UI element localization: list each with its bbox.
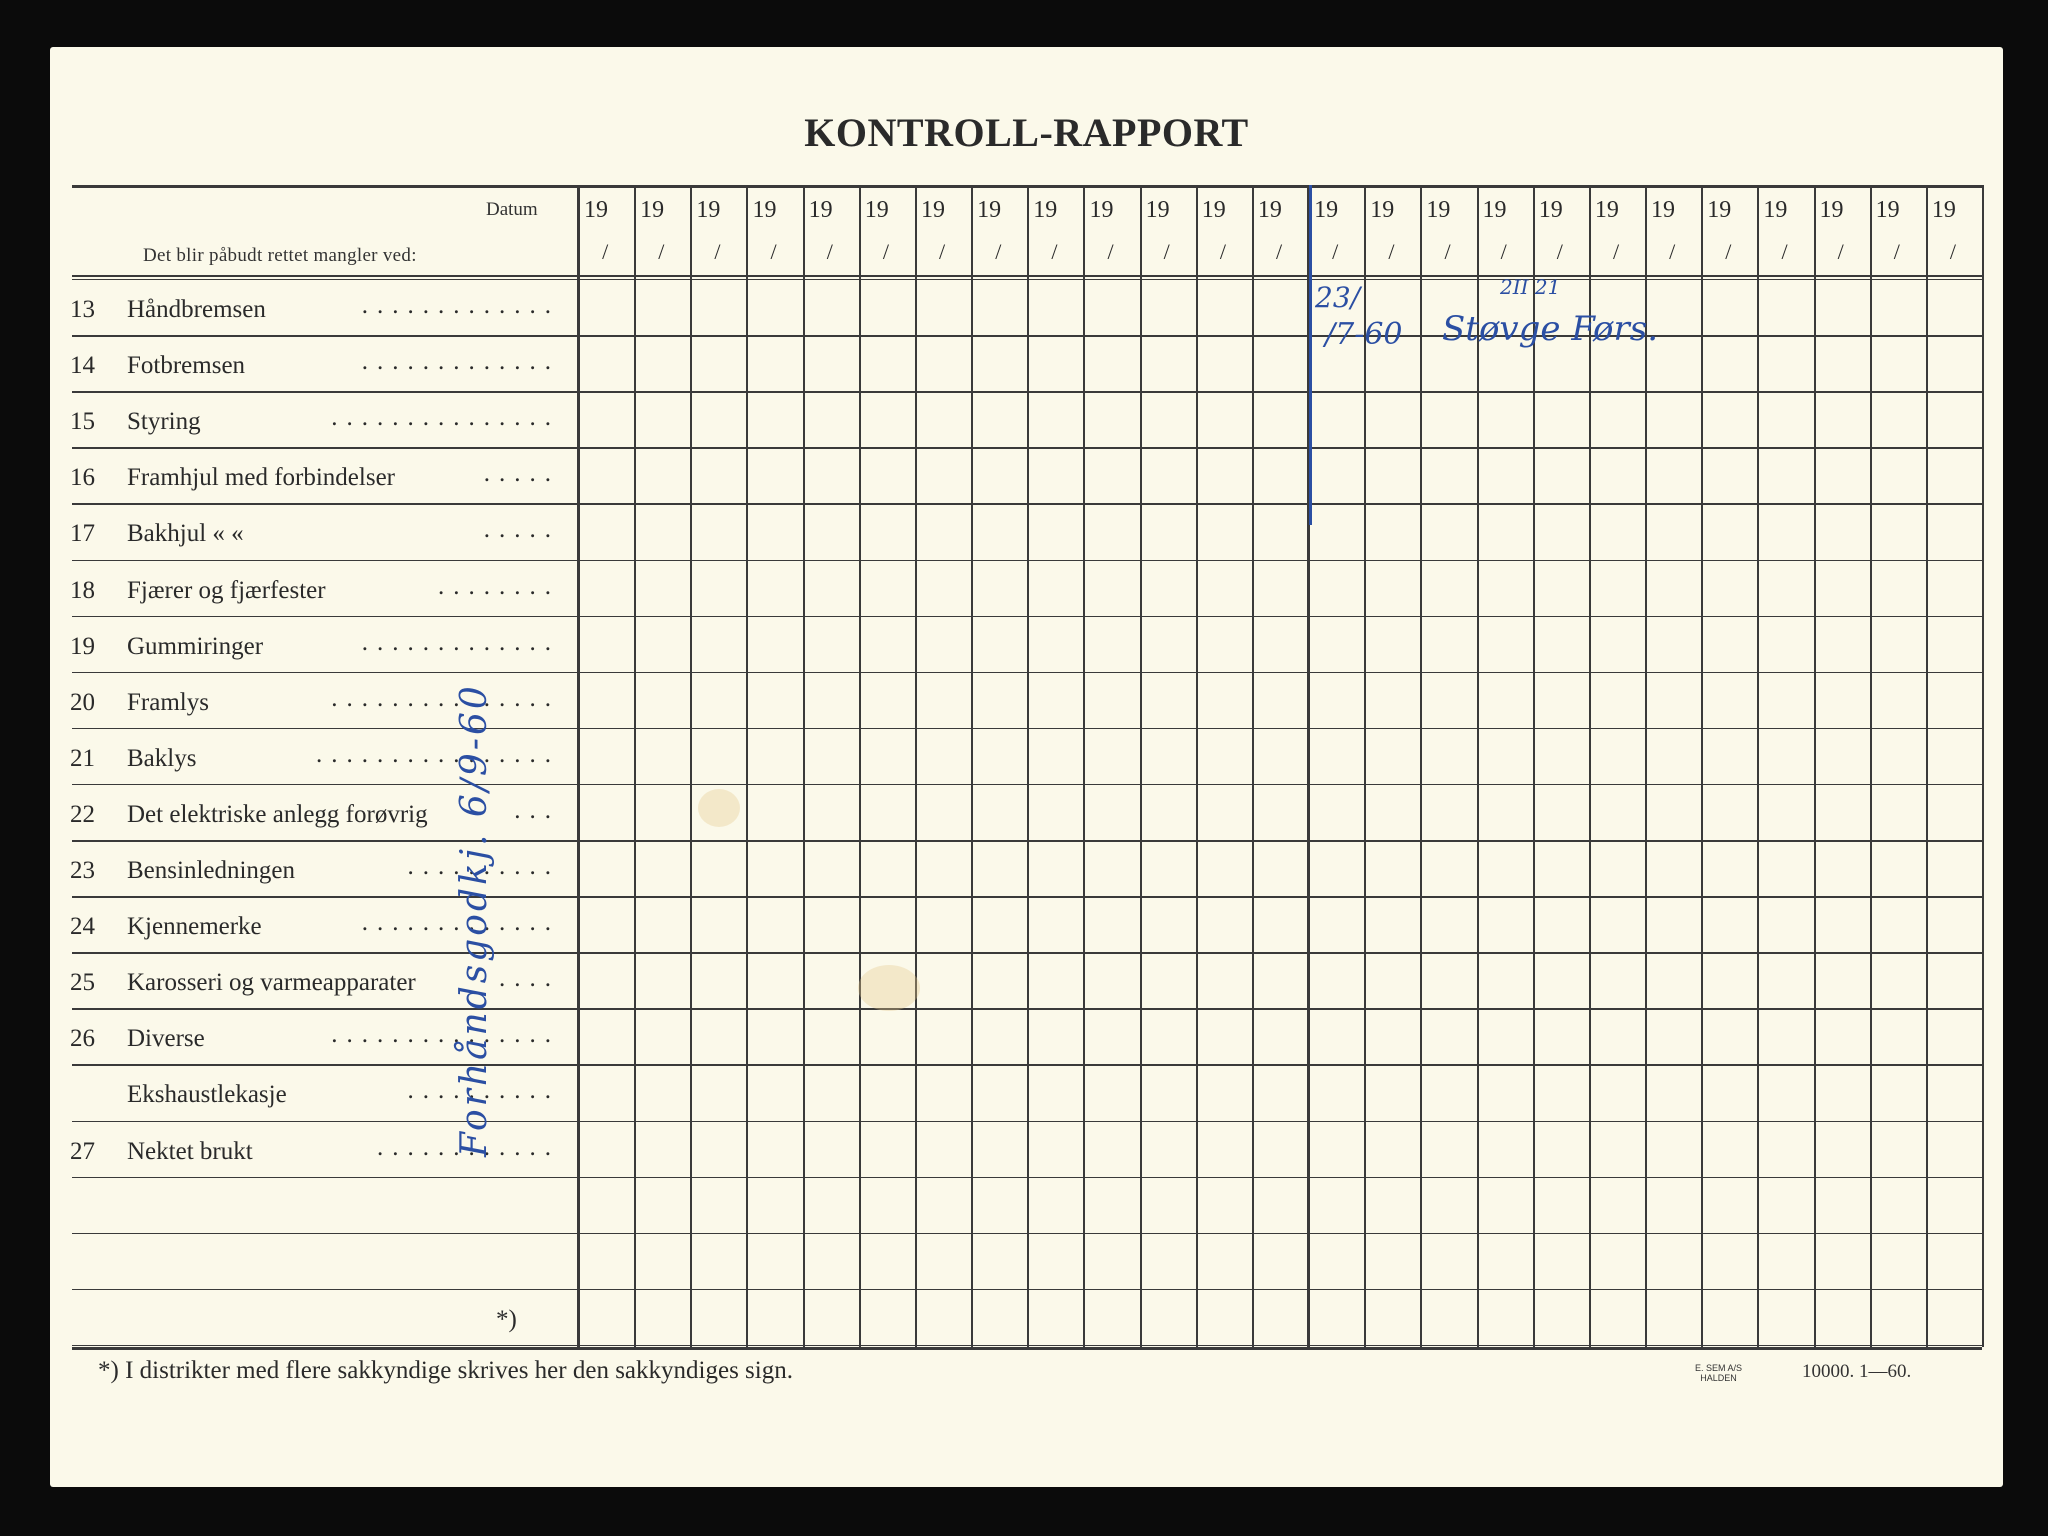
- row-label: Håndbremsen: [127, 296, 266, 323]
- column-year: 19: [864, 197, 889, 223]
- column-rule: [803, 185, 805, 1347]
- leader-dots: ...: [514, 796, 560, 824]
- column-slash: /: [1388, 239, 1395, 264]
- column-year: 19: [584, 197, 608, 223]
- column-rule: [746, 185, 748, 1347]
- leader-dots: ............: [377, 1133, 560, 1161]
- column-year: 19: [808, 197, 833, 223]
- paper-stain: [858, 965, 920, 1011]
- leader-dots: .............: [361, 909, 560, 937]
- row-number: 16: [70, 464, 95, 492]
- column-rule: [1757, 185, 1759, 1347]
- leader-dots: .............: [361, 292, 560, 319]
- column-slash: /: [1949, 239, 1957, 264]
- inspection-form: [50, 47, 2003, 1487]
- page-title: KONTROLL-RAPPORT: [804, 110, 1249, 155]
- row-label: Fotbremsen: [127, 352, 246, 380]
- row-label: Karosseri og varmeapparater: [127, 969, 416, 997]
- column-year: 19: [1707, 197, 1732, 223]
- leader-dots: ...............: [331, 1021, 560, 1049]
- column-rule: [1364, 185, 1366, 1347]
- handwritten-marker-line: [1309, 185, 1312, 525]
- printer-imprint: [1695, 1363, 1742, 1383]
- column-slash: /: [1051, 239, 1058, 264]
- row-label: Kjennemerke: [127, 913, 262, 941]
- column-year: 19: [1426, 197, 1451, 223]
- column-slash: /: [826, 239, 833, 264]
- row-label: Framlys: [127, 688, 209, 716]
- column-rule: [1870, 185, 1872, 1347]
- column-rule: [1027, 185, 1029, 1347]
- row-label: Fjærer og fjærfester: [127, 576, 326, 604]
- column-year: 19: [1763, 197, 1788, 223]
- column-rule: [1140, 185, 1142, 1347]
- row-number: 25: [70, 969, 95, 997]
- column-year: 19: [752, 197, 777, 223]
- column-rule: [577, 185, 580, 1347]
- column-year: 19: [1594, 197, 1619, 223]
- leader-dots: .....: [483, 516, 560, 544]
- column-year: 19: [1931, 197, 1956, 223]
- leader-dots: ....: [499, 965, 560, 993]
- row-number: 21: [70, 744, 95, 772]
- footnote-text: *) I distrikter med flere sakkyndige skrives her den sakkyndiges sign.: [98, 1356, 793, 1384]
- row-number: 23: [70, 857, 95, 884]
- column-year: 19: [1819, 197, 1844, 223]
- row-number: 27: [70, 1137, 95, 1165]
- leader-dots: .............: [361, 348, 560, 376]
- column-slash: /: [1332, 239, 1339, 264]
- handwritten-date: /7-60: [1325, 317, 1403, 352]
- column-rule: [1589, 185, 1591, 1347]
- column-rule: [1701, 185, 1703, 1347]
- row-label: Bakhjul « «: [127, 520, 244, 548]
- column-slash: /: [1612, 239, 1620, 264]
- column-year: 19: [1482, 197, 1507, 223]
- leader-dots: ........: [438, 572, 560, 600]
- row-label: Ekshaustlekasje: [127, 1081, 287, 1109]
- row-label: Baklys: [127, 744, 197, 772]
- printer-city: HALDEN: [1700, 1372, 1737, 1383]
- column-rule: [1252, 185, 1254, 1347]
- column-slash: /: [658, 239, 665, 264]
- datum-label: Datum: [486, 199, 538, 220]
- row-number: 13: [70, 296, 95, 323]
- column-year: 19: [1145, 197, 1170, 223]
- column-slash: /: [770, 239, 777, 264]
- handwritten-signature: Støvge Førs.: [1442, 309, 1659, 349]
- column-rule: [971, 185, 973, 1347]
- row-number: 22: [70, 800, 95, 828]
- column-year: 19: [1089, 197, 1114, 223]
- column-slash: /: [1163, 239, 1170, 264]
- column-slash: /: [1107, 239, 1114, 264]
- column-year: 19: [1201, 197, 1226, 223]
- leader-dots: ...............: [331, 684, 560, 712]
- column-year: 19: [920, 197, 945, 223]
- column-rule: [1814, 185, 1816, 1347]
- column-year: 19: [1314, 197, 1339, 223]
- column-rule: [1926, 185, 1928, 1347]
- leader-dots: .............: [361, 628, 560, 656]
- column-slash: /: [1837, 239, 1844, 264]
- column-slash: /: [1500, 239, 1507, 264]
- column-slash: /: [1725, 239, 1732, 264]
- column-rule: [1083, 185, 1085, 1347]
- column-slash: /: [1219, 239, 1226, 264]
- column-slash: /: [602, 239, 609, 264]
- handwritten-date-day: 23/: [1315, 281, 1361, 314]
- signature-marker: *): [496, 1305, 517, 1333]
- row-number: 24: [70, 913, 95, 941]
- column-slash: /: [1669, 239, 1676, 264]
- row-number: 20: [70, 688, 95, 716]
- column-year: 19: [1257, 197, 1282, 223]
- column-year: 19: [1651, 197, 1676, 223]
- column-rule: [690, 185, 692, 1347]
- leader-dots: ..........: [407, 1077, 560, 1105]
- column-year: 19: [1875, 197, 1900, 223]
- printer-name: E. SEM A/S: [1695, 1362, 1743, 1373]
- row-number: 17: [70, 520, 95, 548]
- row-label: Styring: [127, 408, 201, 436]
- row-label: Diverse: [127, 1025, 205, 1053]
- row-label: Nektet brukt: [127, 1137, 253, 1165]
- row-number: 14: [70, 352, 95, 380]
- paper-stain: [698, 789, 740, 827]
- column-slash: /: [995, 239, 1002, 264]
- column-rule: [1645, 185, 1647, 1347]
- column-year: 19: [696, 197, 721, 223]
- column-year: 19: [977, 197, 1002, 223]
- row-number: 18: [70, 576, 95, 604]
- row-label: Framhjul med forbindelser: [127, 464, 395, 492]
- column-year: 19: [1370, 197, 1395, 223]
- leader-dots: ................: [316, 740, 560, 768]
- handwritten-small-note: 2II 21: [1500, 275, 1561, 299]
- row-label: Gummiringer: [127, 632, 264, 660]
- row-number: 26: [70, 1025, 95, 1053]
- handwritten-approval: Forhåndsgodkj. 6/9-60: [454, 683, 495, 1157]
- column-year: 19: [1033, 197, 1058, 223]
- inspection-card: [50, 47, 2003, 1487]
- table-bottom-rule: [72, 1347, 1982, 1350]
- row-label: Bensinledningen: [127, 857, 296, 884]
- column-slash: /: [1556, 239, 1563, 264]
- row-number: 19: [70, 632, 95, 660]
- column-slash: /: [1276, 239, 1283, 264]
- column-rule: [634, 185, 636, 1347]
- column-slash: /: [882, 239, 889, 264]
- row-number: 15: [70, 408, 95, 436]
- column-rule: [1533, 185, 1535, 1347]
- column-rule: [1982, 185, 1984, 1347]
- row-label: Det elektriske anlegg forøvrig: [127, 800, 428, 828]
- column-slash: /: [1893, 239, 1900, 264]
- column-slash: /: [1781, 239, 1788, 264]
- leader-dots: ..........: [407, 853, 560, 880]
- column-rule: [1477, 185, 1479, 1347]
- leader-dots: .....: [483, 460, 560, 488]
- column-year: 19: [1538, 197, 1563, 223]
- leader-dots: ...............: [331, 404, 560, 432]
- column-year: 19: [640, 197, 665, 223]
- column-rule: [915, 185, 917, 1347]
- defects-heading: Det blir påbudt rettet mangler ved:: [143, 245, 417, 266]
- print-run-number: 10000. 1—60.: [1802, 1360, 1912, 1382]
- column-slash: /: [714, 239, 721, 264]
- column-rule: [1196, 185, 1198, 1347]
- column-rule: [859, 185, 861, 1347]
- column-slash: /: [939, 239, 946, 264]
- column-rule: [1420, 185, 1422, 1347]
- column-slash: /: [1444, 239, 1451, 264]
